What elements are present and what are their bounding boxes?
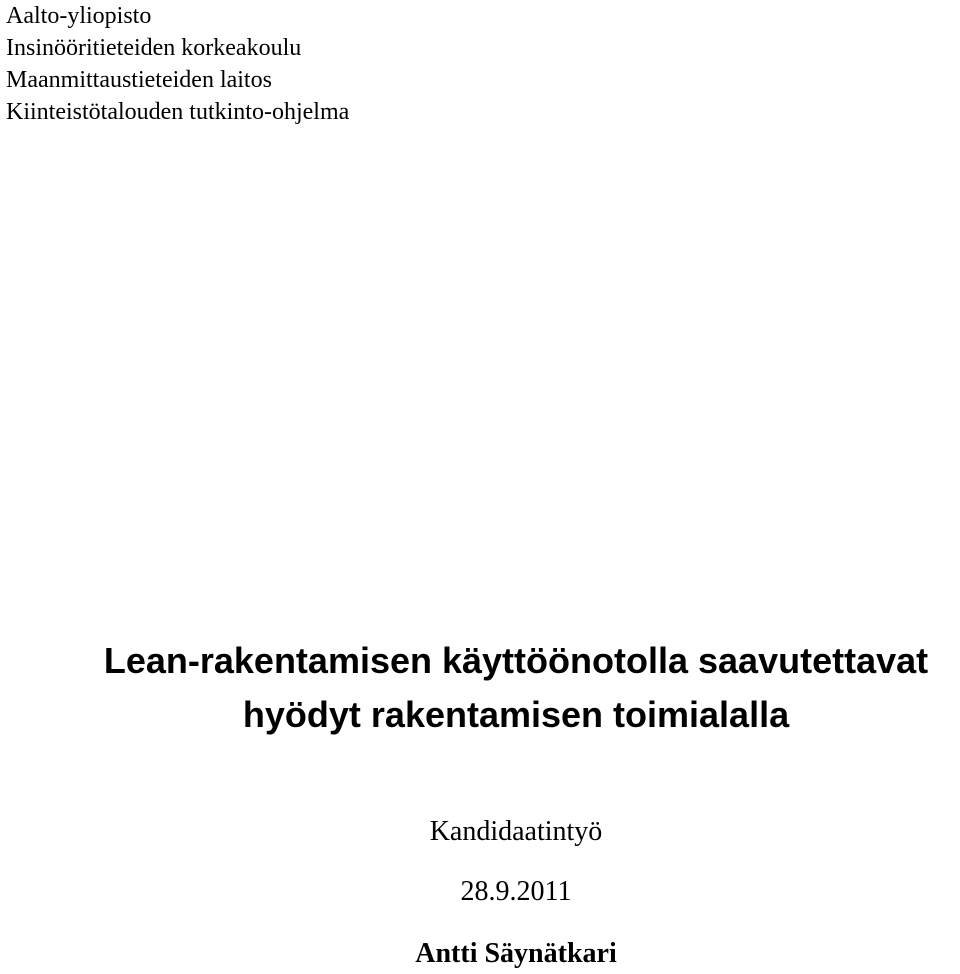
thesis-date: 28.9.2011 [460, 876, 572, 907]
school-name: Insinööritieteiden korkeakoulu [6, 35, 302, 61]
thesis-title [0, 634, 960, 742]
programme-name: Kiinteistötalouden tutkinto-ohjelma [6, 99, 350, 125]
department-name: Maanmittaustieteiden laitos [6, 67, 272, 93]
university-name: Aalto-yliopisto [6, 3, 152, 29]
thesis-title-line-2: hyödyt rakentamisen toimialalla [242, 694, 790, 735]
thesis-type: Kandidaatintyö [429, 816, 603, 847]
institution-header [6, 0, 349, 128]
thesis-author: Antti Säynätkari [415, 938, 617, 969]
thesis-title-line-1: Lean-rakentamisen käyttöönotolla saavutettavat [103, 640, 929, 681]
